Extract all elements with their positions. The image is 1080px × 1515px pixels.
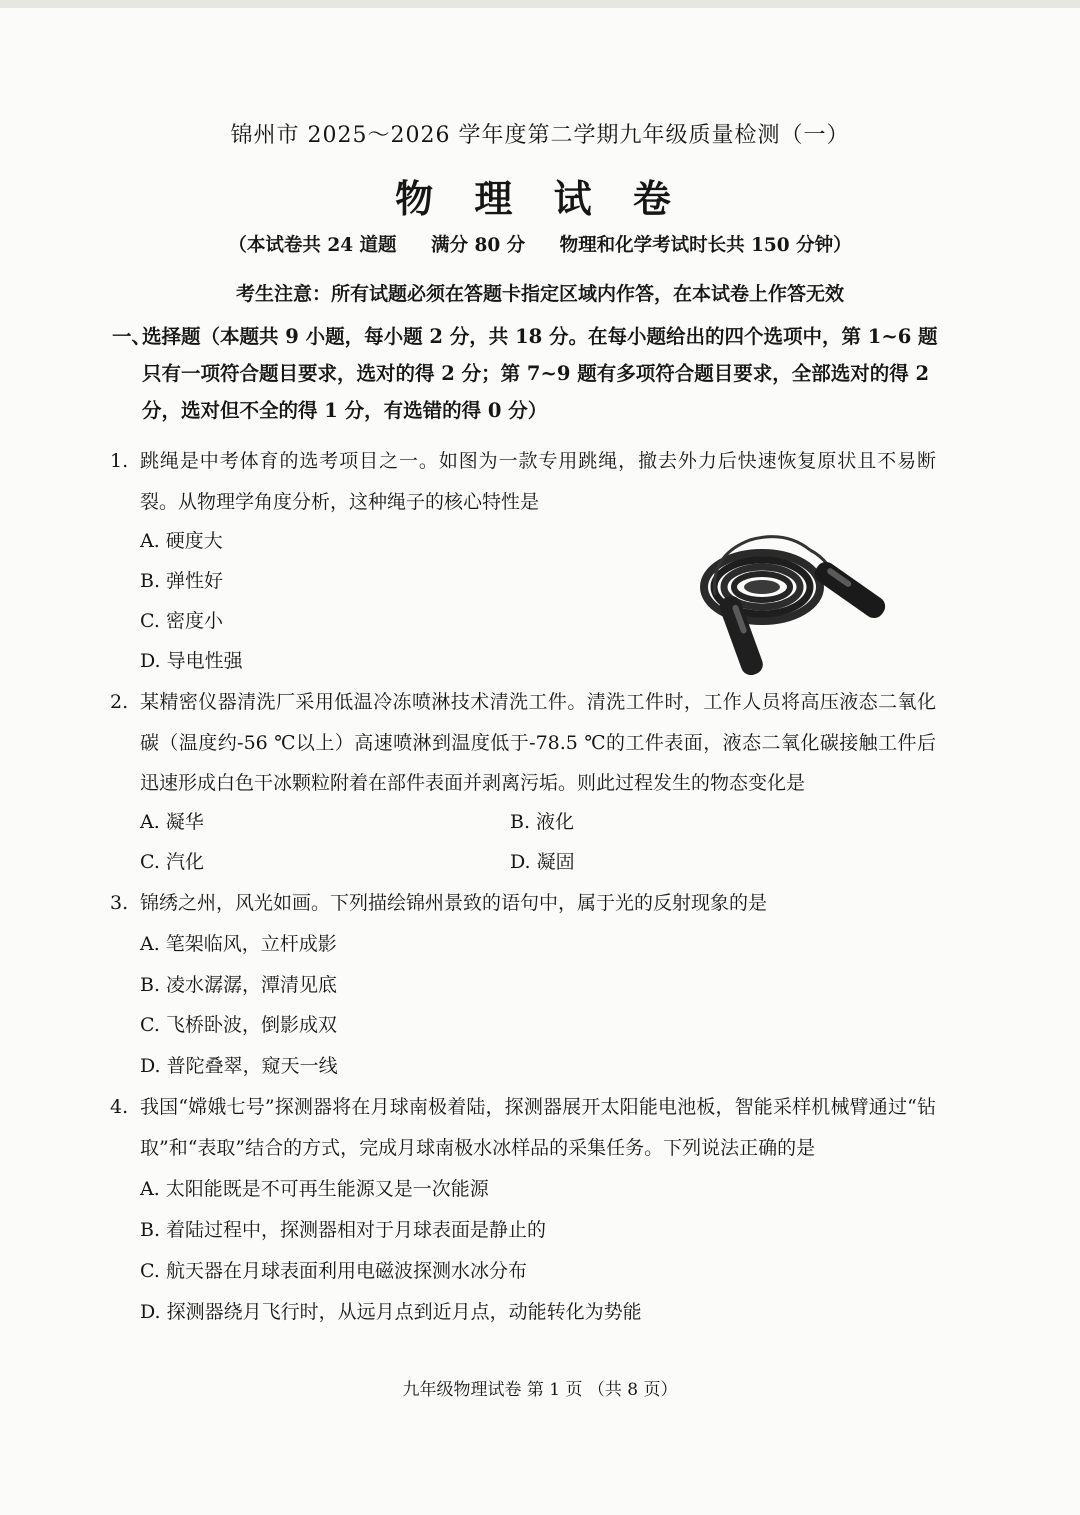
question-stem: 某精密仪器清洗厂采用低温冷冻喷淋技术清洗工件。清洗工件时，工作人员将高压液态二氧化碳（温度约-56 ℃以上）高速喷淋到温度低于-78.5 ℃的工件表面，液态二氧化碳接触工件后迅速形成白色干冰颗粒附着在部件表面并剥离污垢。则此过程发生的物态变化是	[140, 691, 936, 794]
question-2	[110, 682, 936, 804]
question-stem: 跳绳是中考体育的选考项目之一。如图为一款专用跳绳，撤去外力后快速恢复原状且不易断裂。从物理学角度分析，这种绳子的核心特性是	[140, 450, 936, 513]
option-c: C. 密度小	[140, 610, 223, 632]
option-a: A. 太阳能既是不可再生能源又是一次能源	[140, 1178, 489, 1200]
question-4	[110, 1087, 936, 1168]
option-c: C. 飞桥卧波，倒影成双	[140, 1014, 337, 1036]
section-instructions: 选择题（本题共 9 小题，每小题 2 分，共 18 分。在每小题给出的四个选项中，第 1~6 题只有一项符合题目要求，选对的得 2 分；第 7~9 题有多项符合题目要求，全部选对的得 2 分，选对但不全的得 1 分，有选错的得 0 分）	[142, 325, 938, 422]
jump-rope-image	[690, 525, 890, 675]
question-1	[110, 441, 936, 522]
option-c: C. 航天器在月球表面利用电磁波探测水冰分布	[140, 1260, 527, 1282]
option-b: B. 液化	[510, 811, 575, 833]
section-heading	[112, 318, 942, 429]
option-a: A. 笔架临风，立杆成影	[140, 933, 337, 955]
exam-info	[0, 231, 1080, 257]
question-number: 4.	[110, 1096, 129, 1118]
exam-title: 物 理 试 卷	[395, 176, 685, 221]
option-c: C. 汽化	[140, 851, 204, 873]
option-d: D. 探测器绕月飞行时，从远月点到近月点，动能转化为势能	[140, 1301, 642, 1323]
option-d: D. 普陀叠翠，窥天一线	[140, 1055, 338, 1077]
option-b: B. 弹性好	[140, 570, 224, 592]
option-b: B. 凌水潺潺，潭清见底	[140, 974, 338, 996]
page-footer: 九年级物理试卷 第 1 页 （共 8 页）	[402, 1380, 678, 1400]
section-number: 一、	[112, 325, 152, 348]
option-a: A. 硬度大	[140, 530, 223, 552]
info-full-score: 满分 80 分	[431, 235, 526, 256]
question-number: 2.	[110, 691, 129, 713]
info-question-count: （本试卷共 24 道题	[228, 235, 397, 256]
question-stem: 我国“嫦娥七号”探测器将在月球南极着陆，探测器展开太阳能电池板，智能采样机械臂通过“钻取”和“表取”结合的方式，完成月球南极水冰样品的采集任务。下列说法正确的是	[140, 1096, 936, 1159]
question-number: 3.	[110, 892, 129, 914]
scan-edge	[0, 0, 1080, 8]
question-3	[110, 883, 936, 924]
exam-subtitle: 锦州市 2025～2026 学年度第二学期九年级质量检测（一）	[230, 123, 850, 148]
option-d: D. 凝固	[510, 851, 575, 873]
candidate-notice: 考生注意：所有试题必须在答题卡指定区域内作答，在本试卷上作答无效	[235, 283, 844, 305]
option-a: A. 凝华	[140, 811, 204, 833]
option-d: D. 导电性强	[140, 650, 243, 672]
info-duration: 物理和化学考试时长共 150 分钟）	[559, 235, 852, 256]
option-b: B. 着陆过程中，探测器相对于月球表面是静止的	[140, 1219, 547, 1241]
question-stem: 锦绣之州，风光如画。下列描绘锦州景致的语句中，属于光的反射现象的是	[140, 892, 768, 914]
question-number: 1.	[110, 450, 129, 472]
